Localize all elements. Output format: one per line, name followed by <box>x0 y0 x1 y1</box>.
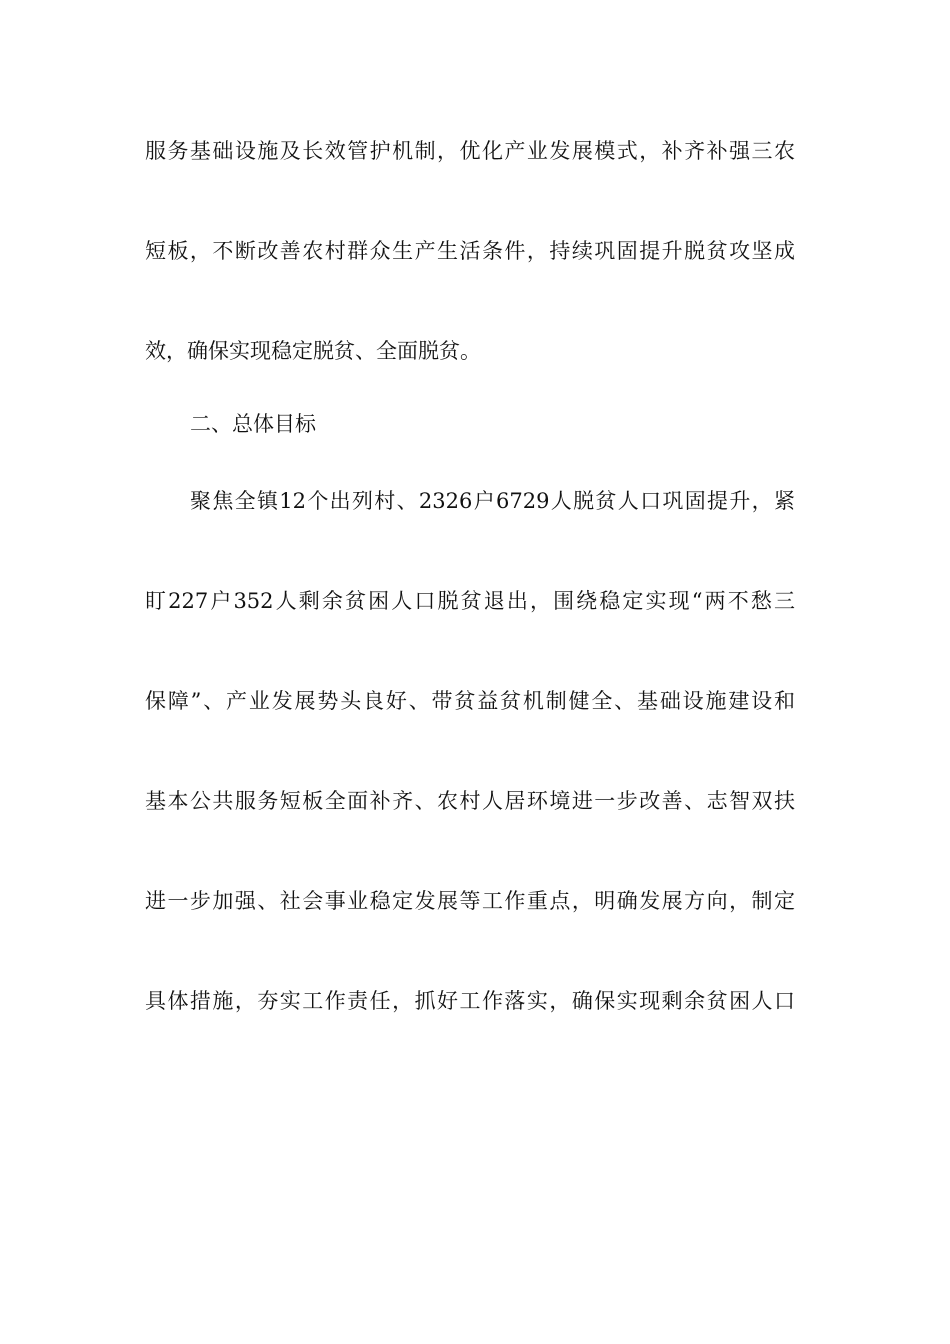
paragraph-line: 聚焦全镇12个出列村、2326户6729人脱贫人口巩固提升，紧 <box>190 489 795 513</box>
paragraph-line: 进一步加强、社会事业稳定发展等工作重点，明确发展方向，制定 <box>145 889 795 913</box>
paragraph-line: 服务基础设施及长效管护机制，优化产业发展模式，补齐补强三农 <box>145 139 795 163</box>
paragraph-line: 基本公共服务短板全面补齐、农村人居环境进一步改善、志智双扶 <box>145 789 795 813</box>
paragraph-line: 具体措施，夯实工作责任，抓好工作落实，确保实现剩余贫困人口 <box>145 989 795 1013</box>
paragraph-line: 效，确保实现稳定脱贫、全面脱贫。 <box>145 339 481 363</box>
section-heading: 二、总体目标 <box>190 412 316 436</box>
paragraph-line: 盯227户352人剩余贫困人口脱贫退出，围绕稳定实现“两不愁三 <box>145 589 795 613</box>
paragraph-line: 短板，不断改善农村群众生产生活条件，持续巩固提升脱贫攻坚成 <box>145 239 795 263</box>
paragraph-line: 保障”、产业发展势头良好、带贫益贫机制健全、基础设施建设和 <box>145 689 795 713</box>
